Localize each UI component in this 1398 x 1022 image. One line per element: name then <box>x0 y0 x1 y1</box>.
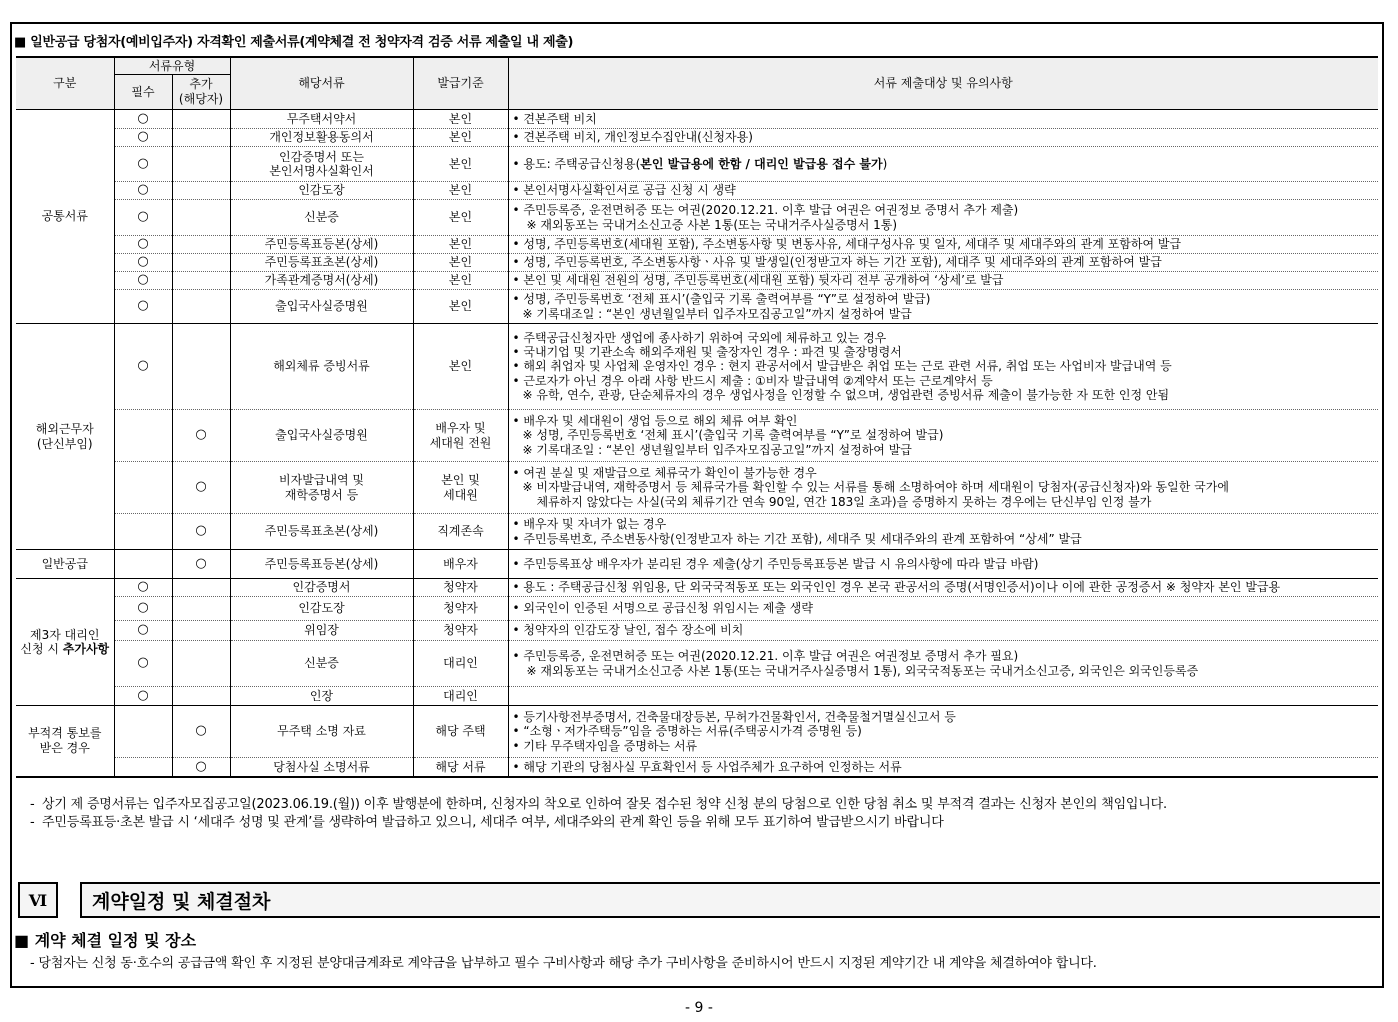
note <box>508 621 1378 641</box>
note <box>508 236 1378 254</box>
note <box>508 410 1378 462</box>
note-line: • 성명, 주민등록번호(세대원 포함), 주소변동사항 및 변동사유, 세대구성사유 및 일자, 세대주 및 세대주와의 관계 포함하여 발급 <box>513 237 1375 251</box>
table-row <box>16 641 1378 687</box>
required-mark: ○ <box>114 597 172 621</box>
note <box>508 579 1378 597</box>
section-title: ■ 일반공급 당첨자(예비입주자) 자격확인 제출서류(계약체결 전 청약자격 검증 서류 제출일 내 제출) <box>14 35 574 50</box>
note-line: • 용도 : 주택공급신청 위임용, 단 외국국적동포 또는 외국인인 경우 본국 관공서의 증명(서명인증서)이나 이에 관한 공정증서 ※ 청약자 본인 발급용 <box>513 580 1375 594</box>
document-name: 개인정보활용동의서 <box>230 129 413 147</box>
note-line: • 견본주택 비치 <box>513 112 1375 126</box>
header-additional-label: 추가 <box>189 77 213 91</box>
additional-mark: ○ <box>172 410 230 462</box>
document-name: 가족관계증명서(상세) <box>230 272 413 290</box>
category-line: 해외근무자 <box>35 422 94 437</box>
category-emphasis: 추가사항 <box>62 642 110 656</box>
note-line: • 본인서명사실확인서로 공급 신청 시 생략 <box>513 183 1375 197</box>
issuer: 직계존속 <box>413 514 508 550</box>
required-mark: ○ <box>114 200 172 236</box>
note-line: • 청약자의 인감도장 날인, 접수 장소에 비치 <box>513 623 1375 637</box>
note-emphasis: 본인 발급용에 한함 / 대리인 발급용 접수 불가 <box>640 156 883 171</box>
required-mark: ○ <box>114 641 172 687</box>
note-line: ※ 유학, 연수, 관광, 단순체류자의 경우 생업사정을 인정할 수 없으며, 생업관련 증빙서류 제출이 불가능한 자 또한 인정 안됨 <box>522 387 1170 402</box>
note-line: • 성명, 주민등록번호 ‘전체 표시’(출입국 기록 출력여부를 “Y”로 설정하여 발급) <box>513 292 1375 306</box>
category-line: 받은 경우 <box>39 740 90 755</box>
note-line: • 배우자 및 세대원이 생업 등으로 해외 체류 여부 확인 <box>513 414 1375 428</box>
note <box>508 200 1378 236</box>
note-line: • 여권 분실 및 재발급으로 체류국가 확인이 불가능한 경우 <box>513 466 1375 480</box>
page-number: - 9 - <box>685 1000 713 1016</box>
note <box>508 254 1378 272</box>
document-name: 해외체류 증빙서류 <box>230 324 413 410</box>
issuer: 본인 <box>413 272 508 290</box>
category-line <box>20 642 110 656</box>
chapter-number: Ⅵ <box>18 882 58 918</box>
category-overseas <box>16 324 114 550</box>
note-line: ※ 기록대조일 : “본인 생년월일부터 입주자모집공고일”까지 설정하여 발급 <box>522 306 912 321</box>
document-name: 인장 <box>230 687 413 706</box>
table-row <box>16 758 1378 777</box>
table-row <box>16 550 1378 579</box>
header-required: 필수 <box>114 75 172 110</box>
header-doc-type: 서류유형 <box>114 57 230 75</box>
issuer: 본인 <box>413 110 508 129</box>
note <box>508 462 1378 514</box>
issuer: 본인 <box>413 182 508 200</box>
issuer: 본인 <box>413 200 508 236</box>
document-name: 신분증 <box>230 641 413 687</box>
issuer: 본인 <box>413 254 508 272</box>
additional-mark: ○ <box>172 758 230 777</box>
footnote: - 상기 제 증명서류는 입주자모집공고일(2023.06.19.(월)) 이후 발행분에 한하며, 신청자의 착오로 인하여 잘못 접수된 청약 신청 분의 당첨으로 인한 당첨 취소 및 부적격 결과는 신청자 본인의 책임입니다. <box>30 796 1366 814</box>
issuer: 대리인 <box>413 641 508 687</box>
document-name: 인감도장 <box>230 182 413 200</box>
note-text: 용도: 주택공급신청용( <box>523 156 641 171</box>
note-line: ※ 재외동포는 국내거소신고증 사본 1통(또는 국내거주사실증명서 1통) <box>526 217 898 232</box>
table-row <box>16 110 1378 129</box>
table-row <box>16 579 1378 597</box>
required-mark: ○ <box>114 254 172 272</box>
required-mark: ○ <box>114 182 172 200</box>
document-name-line: 인감증명서 또는 <box>279 149 364 164</box>
required-mark: ○ <box>114 236 172 254</box>
category-line: (단신부임) <box>36 436 93 451</box>
note-line: • 외국인이 인증된 서명으로 공급신청 위임시는 제출 생략 <box>513 601 1375 615</box>
chapter-title: 계약일정 및 체결절차 <box>80 882 1380 918</box>
table-row <box>16 254 1378 272</box>
issuer: 본인 <box>413 236 508 254</box>
note-text: ) <box>882 156 888 171</box>
required-mark: ○ <box>114 272 172 290</box>
header-document: 해당서류 <box>230 57 413 110</box>
table-row <box>16 272 1378 290</box>
note <box>508 706 1378 758</box>
additional-mark: ○ <box>172 462 230 514</box>
note-line: • 주민등록증, 운전면허증 또는 여권(2020.12.21. 이후 발급 여권은 여권정보 증명서 추가 필요) <box>513 649 1375 663</box>
note <box>508 324 1378 410</box>
issuer: 청약자 <box>413 621 508 641</box>
issuer: 본인 <box>413 290 508 324</box>
note <box>508 110 1378 129</box>
issuer: 본인 <box>413 324 508 410</box>
issuer: 본인 <box>413 147 508 182</box>
table-row <box>16 129 1378 147</box>
note-line: • 해외 취업자 및 사업체 운영자인 경우 : 현지 관공서에서 발급받은 취업 또는 근로 관련 서류, 취업 또는 사업비자 발급내역 등 <box>513 359 1375 373</box>
document-name: 위임장 <box>230 621 413 641</box>
note-line: ※ 비자발급내역, 재학증명서 등 체류국가를 확인할 수 있는 서류를 통해 소명하여야 하며 세대원이 당첨자(공급신청자)와 동일한 국가에 <box>522 480 1229 495</box>
document-name: 주민등록표초본(상세) <box>230 514 413 550</box>
table-row <box>16 182 1378 200</box>
issuer: 배우자 <box>413 550 508 579</box>
footnotes <box>30 796 1366 832</box>
note-line: • 기타 무주택자임을 증명하는 서류 <box>513 739 1375 753</box>
note-line: • 성명, 주민등록번호, 주소변동사항ㆍ사유 및 발생일(인정받고자 하는 기간 포함), 세대주 및 세대주와의 관계 포함하여 발급 <box>513 255 1375 269</box>
note-line: • 본인 및 세대원 전원의 성명, 주민등록번호(세대원 포함) 뒷자리 전부 공개하여 ‘상세’로 발급 <box>513 273 1375 287</box>
category-common: 공통서류 <box>16 110 114 324</box>
category-line: 부적격 통보를 <box>28 726 102 741</box>
document-name: 무주택 소명 자료 <box>230 706 413 758</box>
issuer-line: 세대원 전원 <box>429 435 492 450</box>
note-line: ※ 재외동포는 국내거소신고증 사본 1통(또는 국내거주사실증명서 1통), 외국국적동포는 국내거소신고증, 외국인은 외국인등록증 <box>526 663 1199 678</box>
issuer <box>413 410 508 462</box>
note-line: ※ 성명, 주민등록번호 ‘전체 표시’(출입국 기록 출력여부를 “Y”로 설정하여 발급) <box>522 428 944 443</box>
required-mark: ○ <box>114 129 172 147</box>
required-mark: ○ <box>114 147 172 182</box>
table-row <box>16 462 1378 514</box>
note <box>508 550 1378 579</box>
note-line: • 등기사항전부증명서, 건축물대장등본, 무허가건물확인서, 건축물철거멸실신고서 등 <box>513 710 1375 724</box>
category-proxy <box>16 579 114 706</box>
header-issuer: 발급기준 <box>413 57 508 110</box>
note <box>508 272 1378 290</box>
subsection-title: ■ 계약 체결 일정 및 장소 <box>14 931 197 950</box>
document-name: 인감도장 <box>230 597 413 621</box>
document-name: 당첨사실 소명서류 <box>230 758 413 777</box>
category-line: 제3자 대리인 <box>30 627 100 642</box>
note-line: • 근로자가 아닌 경우 아래 사항 반드시 제출 : ①비자 발급내역 ②계약서 또는 근로계약서 등 <box>513 374 1375 388</box>
category-text: 신청 시 <box>20 642 63 656</box>
note-line: • 주택공급신청자만 생업에 종사하기 위하여 국외에 체류하고 있는 경우 <box>513 331 1375 345</box>
document-name-line: 본인서명사실확인서 <box>269 164 374 178</box>
note <box>508 182 1378 200</box>
table-row <box>16 410 1378 462</box>
table-row <box>16 147 1378 182</box>
note-line: • 주민등록증, 운전면허증 또는 여권(2020.12.21. 이후 발급 여권은 여권정보 증명서 추가 제출) <box>513 203 1375 217</box>
document-name: 출입국사실증명원 <box>230 410 413 462</box>
table-row <box>16 514 1378 550</box>
document-name: 인감증명서 <box>230 579 413 597</box>
table-row <box>16 290 1378 324</box>
issuer-line: 본인 및 <box>441 473 480 488</box>
document-name: 주민등록표등본(상세) <box>230 236 413 254</box>
note-line: • 국내기업 및 기관소속 해외주재원 및 출장자인 경우 : 파견 및 출장명령서 <box>513 345 1375 359</box>
document-name: 무주택서약서 <box>230 110 413 129</box>
category-ineligible <box>16 706 114 777</box>
subsection-text: - 당첨자는 신청 동·호수의 공급금액 확인 후 지정된 분양대금계좌로 계약금을 납부하고 필수 구비사항과 해당 추가 구비사항을 준비하시어 반드시 지정된 계약기간 내 계약을 체결하여야 합니다. <box>30 956 1097 971</box>
issuer: 청약자 <box>413 597 508 621</box>
document-name: 출입국사실증명원 <box>230 290 413 324</box>
document-name-line: 비자발급내역 및 <box>279 473 364 488</box>
category-general: 일반공급 <box>16 550 114 579</box>
issuer: 청약자 <box>413 579 508 597</box>
additional-mark: ○ <box>172 514 230 550</box>
note <box>508 290 1378 324</box>
additional-mark: ○ <box>172 550 230 579</box>
issuer-line: 세대원 <box>443 487 478 502</box>
note-line: • “소형ㆍ저가주택등”임을 증명하는 서류(주택공시가격 증명원 등) <box>513 724 1375 738</box>
table-row <box>16 621 1378 641</box>
required-mark: ○ <box>114 687 172 706</box>
issuer: 해당 주택 <box>413 706 508 758</box>
issuer: 해당 서류 <box>413 758 508 777</box>
document-name: 신분증 <box>230 200 413 236</box>
table-row <box>16 324 1378 410</box>
header-notes: 서류 제출대상 및 유의사항 <box>508 57 1378 110</box>
issuer: 대리인 <box>413 687 508 706</box>
note <box>508 597 1378 621</box>
note-line: • 주민등록번호, 주소변동사항(인정받고자 하는 기간 포함), 세대주 및 세대주와의 관계 포함하여 “상세” 발급 <box>513 532 1375 546</box>
required-mark: ○ <box>114 579 172 597</box>
issuer: 본인 <box>413 129 508 147</box>
required-mark: ○ <box>114 290 172 324</box>
table-row <box>16 687 1378 706</box>
table-row <box>16 200 1378 236</box>
table-row <box>16 706 1378 758</box>
document-name: 주민등록표초본(상세) <box>230 254 413 272</box>
documents-table <box>16 56 1378 778</box>
note <box>508 641 1378 687</box>
footnote: - 주민등록표등·초본 발급 시 ‘세대주 성명 및 관계’를 생략하여 발급하고 있으니, 세대주 여부, 세대주와의 관계 확인 등을 위해 모두 표기하여 발급받으시기 바랍니다 <box>30 814 1366 832</box>
table-row <box>16 236 1378 254</box>
note-line: • 해당 기관의 당첨사실 무효확인서 등 사업주체가 요구하여 인정하는 서류 <box>513 760 1375 774</box>
document-name <box>230 147 413 182</box>
table-row <box>16 597 1378 621</box>
required-mark: ○ <box>114 110 172 129</box>
note-line: 체류하지 않았다는 사실(국외 체류기간 연속 90일, 연간 183일 초과)을 증명하지 못하는 경우에는 단신부임 인정 불가 <box>536 494 1152 509</box>
note <box>508 147 1378 182</box>
note <box>508 687 1378 706</box>
note <box>508 758 1378 777</box>
note <box>508 514 1378 550</box>
issuer <box>413 462 508 514</box>
document-name <box>230 462 413 514</box>
header-additional-sub: (해당자) <box>178 92 224 106</box>
note-line: • 배우자 및 자녀가 없는 경우 <box>513 517 1375 531</box>
note-line: ※ 기록대조일 : “본인 생년월일부터 입주자모집공고일”까지 설정하여 발급 <box>522 442 912 457</box>
issuer-line: 배우자 및 <box>435 421 486 436</box>
required-mark: ○ <box>114 621 172 641</box>
note <box>508 129 1378 147</box>
note-line: • 견본주택 비치, 개인정보수집안내(신청자용) <box>513 130 1375 144</box>
header-category: 구분 <box>16 57 114 110</box>
note-line: • 주민등록표상 배우자가 분리된 경우 제출(상기 주민등록표등본 발급 시 유의사항에 따라 발급 바람) <box>513 557 1375 571</box>
header-additional <box>172 75 230 110</box>
table-header-row <box>16 57 1378 75</box>
note-line <box>513 157 1375 171</box>
additional-mark: ○ <box>172 706 230 758</box>
document-name: 주민등록표등본(상세) <box>230 550 413 579</box>
required-mark: ○ <box>114 324 172 410</box>
document-name-line: 재학증명서 등 <box>284 487 359 502</box>
